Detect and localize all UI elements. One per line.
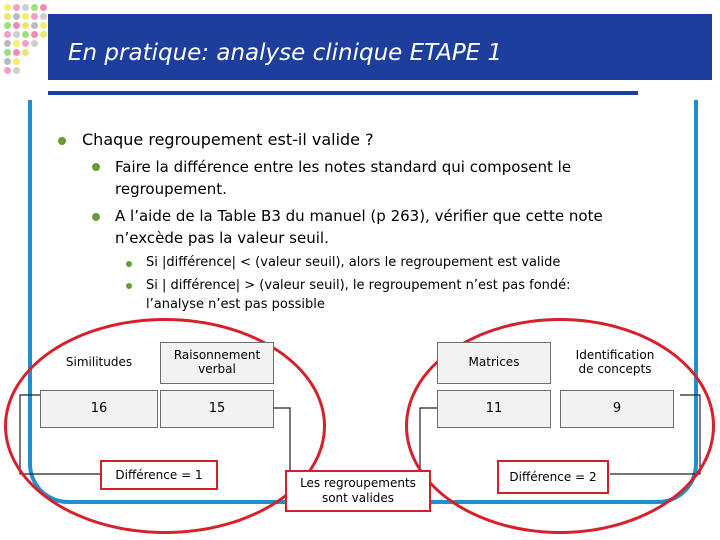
left-difference-box: Différence = 1 xyxy=(100,460,218,490)
sub-point-1-line2: regroupement. xyxy=(115,180,227,198)
similitudes-label: Similitudes xyxy=(65,355,133,370)
label-line: Raisonnement xyxy=(173,348,261,363)
main-point: Chaque regroupement est-il valide ? xyxy=(82,130,374,149)
identification-concepts-value: 9 xyxy=(560,390,674,428)
matrices-label: Matrices xyxy=(437,342,551,384)
matrices-value: 11 xyxy=(437,390,551,428)
right-difference-box: Différence = 2 xyxy=(497,460,609,494)
raisonnement-verbal-label xyxy=(160,342,274,384)
raisonnement-verbal-value: 15 xyxy=(160,390,274,428)
similitudes-value: 16 xyxy=(40,390,158,428)
slide-title: En pratique: analyse clinique ETAPE 1 xyxy=(68,40,503,66)
sub-point-2-line1: A l’aide de la Table B3 du manuel (p 263), vérifier que cette note xyxy=(115,207,603,225)
sub-sub-point-1: Si |différence| < (valeur seuil), alors le regroupement est valide xyxy=(146,255,561,270)
sub-sub-point-2-line1: Si | différence| > (valeur seuil), le regroupement n’est pas fondé: xyxy=(146,278,571,293)
conclusion-line: sont valides xyxy=(321,491,395,505)
sub-point-1-line1: Faire la différence entre les notes standard qui composent le xyxy=(115,158,572,176)
conclusion-box xyxy=(285,470,431,512)
label-line: verbal xyxy=(198,362,236,376)
sub-point-2-line2: n’excède pas la valeur seuil. xyxy=(115,229,329,247)
label-line: de concepts xyxy=(578,362,652,376)
sub-sub-point-2-line2: l’analyse n’est pas possible xyxy=(146,297,325,312)
conclusion-line: Les regroupements xyxy=(300,476,416,490)
identification-concepts-label xyxy=(560,342,670,384)
label-line: Identification xyxy=(575,348,655,363)
